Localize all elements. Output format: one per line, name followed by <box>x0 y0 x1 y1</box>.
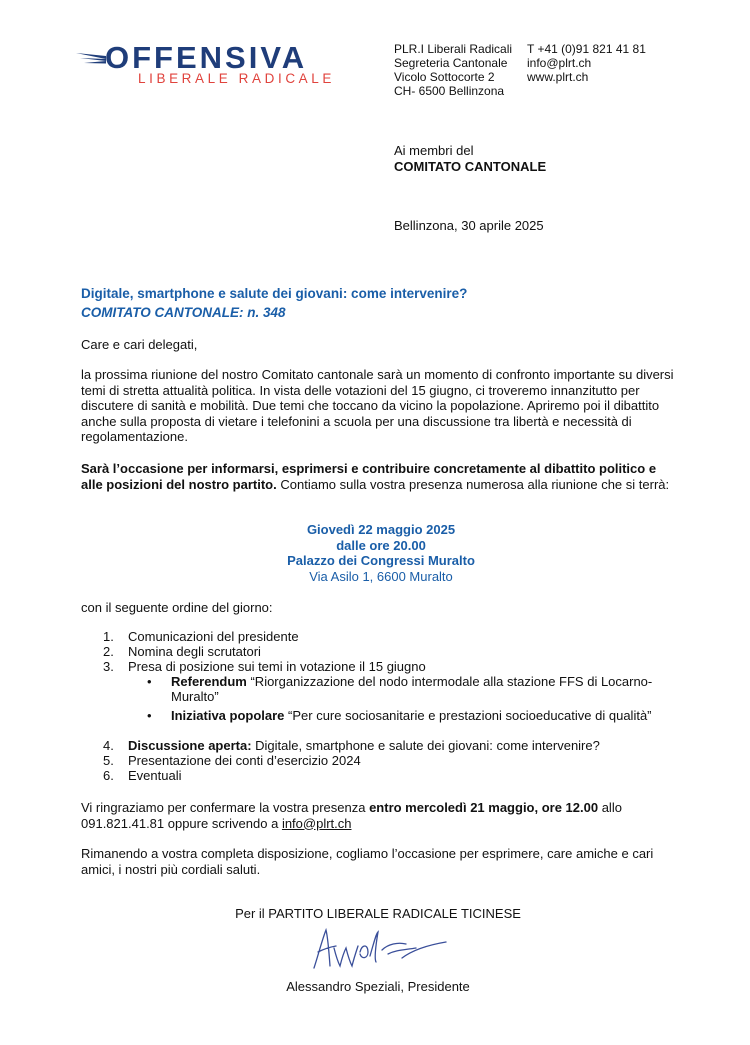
sub-item-label: Iniziativa popolare <box>171 707 285 723</box>
confirm-paragraph <box>81 800 681 831</box>
recipient-name: COMITATO CANTONALE <box>394 158 547 174</box>
agenda-item <box>103 630 683 645</box>
sender-website[interactable]: www.plrt.ch <box>527 70 589 84</box>
bullet-icon: • <box>147 674 152 689</box>
sender-address <box>394 42 512 98</box>
intro-paragraph: la prossima riunione del nostro Comitato cantonale sarà un momento di confronto importante su diversi temi di stretta attualità politica. In vista delle votazioni del 15 giugno, ci troveremo innanzitutto per discutere di sanità e mobilità. Due temi che toccano da vicino la popolazione. Apriremo poi il dibattito anche sulla proposta di vietare i telefonini a scuola per una discussione tra libertà e necessità di regolamentazione. <box>81 367 674 444</box>
sender-line: PLR.I Liberali Radicali <box>394 42 513 56</box>
agenda-item <box>103 660 683 675</box>
agenda-item <box>103 739 683 754</box>
agenda-list <box>103 630 683 674</box>
agenda-text: Comunicazioni del presidente <box>128 629 299 644</box>
recipient-block <box>394 143 546 174</box>
agenda-text: Presentazione dei conti d’esercizio 2024 <box>128 752 361 768</box>
agenda-number: 5. <box>103 752 114 768</box>
agenda-intro: con il seguente ordine del giorno: <box>81 600 273 615</box>
meeting-venue: Palazzo dei Congressi Muralto <box>287 553 475 568</box>
closing-paragraph: Rimanendo a vostra completa disposizione, cogliamo l’occasione per esprimere, care amiche e cari amici, i nostri più cordiali saluti. <box>81 846 654 877</box>
call-emphasis: Sarà l’occasione per informarsi, esprimersi e contribuire concretamente al dibattito politico e alle posizioni del nostro partito. <box>81 461 657 492</box>
agenda-item <box>103 754 683 769</box>
sub-item-text: “Riorganizzazione del nodo intermodale alla stazione FFS di Locarno-Muralto” <box>171 674 653 704</box>
agenda-item <box>103 769 683 784</box>
agenda-number: 1. <box>103 629 114 644</box>
recipient-line: Ai membri del <box>394 143 474 158</box>
subject-title: Digitale, smartphone e salute dei giovani: come intervenire? <box>81 286 468 301</box>
agenda-text: Nomina degli scrutatori <box>128 643 261 659</box>
agenda-number: 6. <box>103 767 114 783</box>
speed-lines-icon <box>74 44 108 74</box>
agenda-item-label: Discussione aperta: <box>128 738 252 753</box>
meeting-details <box>81 522 681 584</box>
sender-line: CH- 6500 Bellinzona <box>394 84 505 98</box>
subject-reference: COMITATO CANTONALE: n. 348 <box>81 305 286 320</box>
meeting-date: Giovedì 22 maggio 2025 <box>306 522 456 537</box>
agenda-sub-item <box>147 709 687 724</box>
subject-block <box>81 284 467 322</box>
logo-subtitle: LIBERALE RADICALE <box>138 71 336 86</box>
party-logo <box>74 40 354 90</box>
email-link[interactable]: info@plrt.ch <box>281 815 352 831</box>
confirm-text: Vi ringraziamo per confermare la vostra presenza <box>81 800 370 815</box>
agenda-sub-list <box>147 675 687 723</box>
sender-line: Segreteria Cantonale <box>394 56 508 70</box>
agenda-sub-item <box>147 675 687 705</box>
agenda-list-continued <box>103 739 683 783</box>
sender-line: Vicolo Sottocorte 2 <box>394 70 495 84</box>
sender-contacts <box>527 42 646 84</box>
greeting: Care e cari delegati, <box>81 337 198 352</box>
call-paragraph <box>81 461 681 492</box>
sub-item-text: “Per cure sociosanitarie e prestazioni socioeducative di qualità” <box>284 707 652 723</box>
sender-phone: T +41 (0)91 821 41 81 <box>527 42 646 56</box>
meeting-address: Via Asilo 1, 6600 Muralto <box>309 568 453 584</box>
meeting-time: dalle ore 20.00 <box>336 537 426 553</box>
call-text: Contiamo sulla vostra presenza numerosa alla riunione che si terrà: <box>276 476 670 492</box>
handwritten-signature <box>306 922 452 974</box>
sender-email[interactable]: info@plrt.ch <box>527 56 592 70</box>
agenda-number: 2. <box>103 643 114 659</box>
agenda-text: Presa di posizione sui temi in votazione il 15 giugno <box>128 658 426 674</box>
agenda-number: 4. <box>103 738 114 753</box>
sub-item-label: Referendum <box>171 674 247 689</box>
logo-wordmark: OFFENSIVA <box>105 40 308 75</box>
agenda-number: 3. <box>103 658 114 674</box>
agenda-item <box>103 645 683 660</box>
bullet-icon: • <box>147 707 152 723</box>
signoff-line: Per il PARTITO LIBERALE RADICALE TICINESE <box>235 906 521 921</box>
confirm-deadline: entro mercoledì 21 maggio, ore 12.00 <box>369 800 599 815</box>
confirm-text: allo 091.821.41.81 oppure scrivendo a <box>81 800 622 831</box>
signer-name: Alessandro Speziali, Presidente <box>286 979 470 994</box>
agenda-text: Digitale, smartphone e salute dei giovani: come intervenire? <box>251 738 600 753</box>
letter-date: Bellinzona, 30 aprile 2025 <box>394 218 544 233</box>
agenda-text: Eventuali <box>128 767 182 783</box>
